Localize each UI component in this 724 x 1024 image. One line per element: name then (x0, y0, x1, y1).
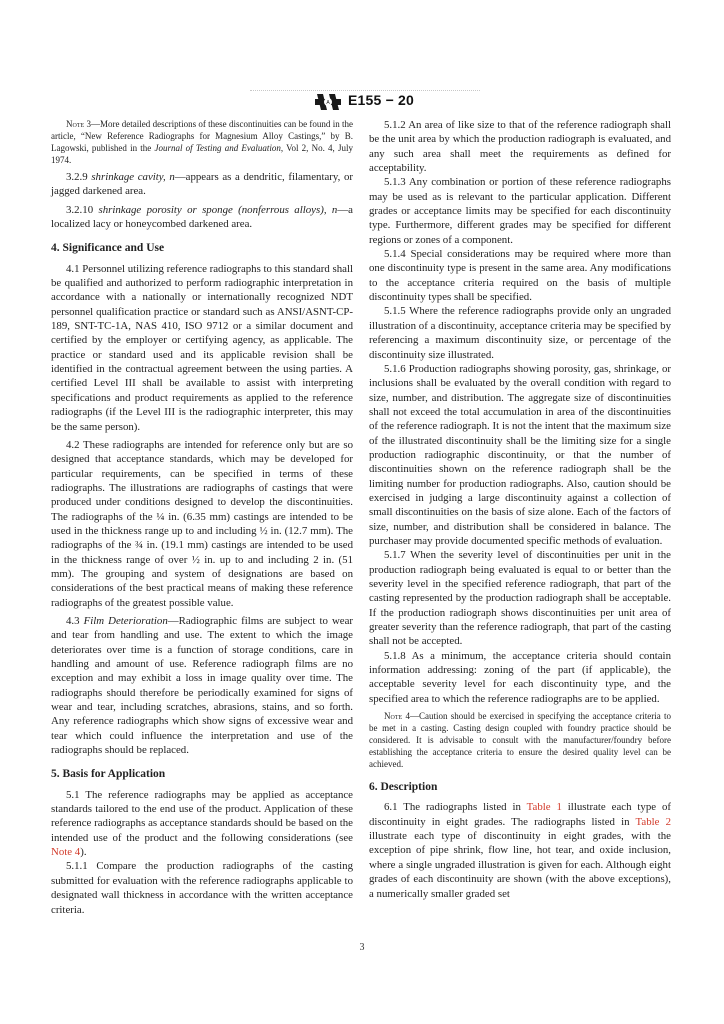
paragraph-3-2-10-num: 3.2.10 (66, 203, 99, 216)
paragraph-5-1-6: 5.1.6 Production radiographs showing porosity, gas, shrinkage, or inclusions shall be evaluated by the overall condition with regard to size, number, and distribution. The aggregate size of discontinuities shall not exceed the total accumulation in area of the discontinuities of the reference radiograph. It is not the intent that the maximum size of the illustrated discontinuity shall be the limiting size for a single production radiographic discontinuity, or that the number of discontinuities shown on the reference radiograph shall be the limiting number for production radiographs. Also, caution should be exercised in judging a large discontinuity against a collection of small discontinuities on the basis of size alone. Each of the factors of size, number, and distribution shall be considered in balance. The purchaser may provide documented specific methods of evaluation. (369, 362, 671, 547)
paragraph-4-3-num: 4.3 (66, 614, 84, 627)
note-4-link[interactable]: Note 4 (51, 846, 81, 859)
svg-text:A: A (326, 100, 330, 106)
note-4 (369, 710, 671, 770)
paragraph-5-1-text: 5.1 The reference radiographs may be applied as acceptance standards tailored to the end use of the product. Application of these reference radiographs as acceptance standards should be based on the intended use of the product and the following considerations (see (51, 788, 353, 844)
paragraph-5-1 (51, 788, 353, 860)
paragraph-5-1-end: ). (80, 846, 87, 859)
page-header (0, 88, 724, 114)
astm-logo-icon (313, 92, 343, 112)
section-4-heading: 4. Significance and Use (51, 242, 165, 255)
paragraph-5-1-2: 5.1.2 An area of like size to that of the reference radiograph shall be the unit area by which the production radiograph is evaluated, and any such area shall meet the requirements as defined for acceptability. (369, 119, 671, 175)
page-number: 3 (359, 942, 365, 953)
paragraph-5-1-4: 5.1.4 Special considerations may be required where more than one discontinuity type is present in the same area. Any modifications to the acceptance criteria required on the basis of multiple discontinuity types shall be specified. (369, 248, 671, 304)
table-2-link[interactable]: Table 2 (635, 815, 672, 828)
paragraph-6-1-text-b: illustrate each type of discontinuity in eight grades. The radiographs listed in (369, 801, 671, 828)
table-1-link[interactable]: Table 1 (526, 801, 562, 814)
paragraph-3-2-9-term: shrinkage cavity, n (91, 171, 175, 183)
paragraph-5-1-8: 5.1.8 As a minimum, the acceptance criteria should contain information addressing: zoning of the part (if applicable), the acceptable severity level for each discontinuity type, and the specified area to which the reference radiographs are to be applied. (369, 649, 671, 705)
left-column (51, 118, 353, 917)
paragraph-3-2-9 (51, 170, 353, 199)
section-6-heading: 6. Description (369, 781, 438, 794)
paragraph-5-1-1: 5.1.1 Compare the production radiographs of the casting submitted for evaluation with the reference radiographs applicable to designated wall thickness in accordance with the written acceptance criteria. (51, 860, 353, 916)
paragraph-5-1-3: 5.1.3 Any combination or portion of these reference radiographs may be used as is relevant to the particular application. Different grades or acceptance limits may be specified for each discontinuity type. Furthermore, different grades may be specified for different regions or zones of a component. (369, 176, 671, 246)
paragraph-5-1-7: 5.1.7 When the severity level of discontinuities per unit in the production radiograph being evaluated is equal to or better than the severity level in the specified reference radiograph, that part of the casting represented by the production radiograph shall be acceptable. If the production radiograph shows discontinuities per unit area of greater severity than the reference radiograph, that part of the casting shall not be accepted. (369, 549, 671, 648)
paragraph-3-2-10-term: shrinkage porosity or sponge (nonferrous alloys), n (98, 203, 338, 216)
paragraph-5-1-5: 5.1.5 Where the reference radiographs provide only an ungraded illustration of a discontinuity, acceptance criteria may be specified by referencing a maximum discontinuity size, or percentage of the discontinuity size illustrated. (369, 305, 671, 361)
section-5-heading: 5. Basis for Application (51, 768, 166, 781)
paragraph-4-3-text: —Radiographic films are subject to wear and tear from handling and use. The extent to which the image deteriorates over time is a function of storage conditions, care in handling and amount of use. Reference radiograph films are no exception and may exhibit a loss in image quality over time. The radiographs should therefore be periodically examined for signs of wear and tear, including scratches, abrasions, stains, and so forth. Any reference radiographs which show signs of excessive wear and tear which could influence the interpretation and use of the radiographs should be replaced. (51, 614, 354, 757)
note-3-end: , Vol 2, No. 4, July 1974. (51, 143, 353, 165)
standard-designation: E155 − 20 (348, 92, 415, 108)
paragraph-3-2-10-text: —a localized lacy or honeycombed darkened area. (51, 203, 353, 231)
paragraph-3-2-10 (51, 203, 353, 232)
paragraph-4-1: 4.1 Personnel utilizing reference radiographs to this standard shall be qualified and authorized to perform radiographic interpretation in accordance with a nationally or internationally recognized NDT personnel qualification practice or standard such as ANSI/ASNT-CP-189, SNT-TC-1A, NAS 410, ISO 9712 or a similar document and certified by the employer or certifying agency, as applicable. The practice or standard used and its applicable revision shall be identified in the contractual agreement between the using parties. A certified Level III shall be available to assist with interpreting specifications and product requirements as applied to the reference radiographs (if the Level III is the radiographic interpreter, this may be the same person). (51, 262, 353, 433)
note-4-label: Note 4 (384, 711, 410, 722)
paragraph-3-2-9-text: —appears as a dendritic, filamentary, or jagged darkened area. (51, 171, 353, 198)
paragraph-6-1 (369, 800, 671, 900)
note-3-journal: Journal of Testing and Evaluation (154, 143, 281, 153)
right-column (369, 118, 671, 901)
paragraph-6-1-text-a: 6.1 The radiographs listed in (384, 801, 527, 814)
note-4-text: —Caution should be exercised in specifying the acceptance criteria to be met in a casting. Casting design coupled with foundry practice should be considered. It is advisable to consult with the manufacturer/foundry before establishing the acceptance criteria to ensure the desired quality level can be achieved. (369, 711, 672, 770)
paragraph-6-1-text-c: illustrate each type of discontinuity in eight grades, with the exception of pipe shrink, flow line, hot tear, and oxide inclusion, where a single ungraded illustration is given for each. Although eight grades of each discontinuity are shown (with the above exceptions), a numerically smaller graded set (369, 830, 671, 900)
paragraph-3-2-9-num: 3.2.9 (66, 171, 92, 183)
paragraph-4-3-term: Film Deterioration (83, 614, 168, 627)
note-3-label: Note 3 (66, 119, 91, 129)
note-3-text: —More detailed descriptions of these discontinuities can be found in the article, “New Reference Radiographs for Magnesium Alloy Castings,” by B. Lagowski, published in the (51, 119, 354, 153)
paragraph-4-3 (51, 614, 353, 757)
note-3 (51, 118, 353, 166)
paragraph-4-2: 4.2 These radiographs are intended for reference only but are so designed that acceptance standards, which may be developed for particular requirements, can be specified in terms of these radiographs. The illustrations are radiographs of castings that were produced under conditions designed to develop the discontinuities. The radiographs of the ¼ in. (6.35 mm) castings are intended to be used in the thickness range up to and including ½ in. (12.7 mm). The radiographs of the ¾ in. (19.1 mm) castings are intended to be used in the thickness range of over ½ in. up to and including 2 in. (51 mm). The grouping and system of designations are based on considerations of the best practical means of making these reference radiographs of the greatest possible value. (51, 438, 353, 609)
